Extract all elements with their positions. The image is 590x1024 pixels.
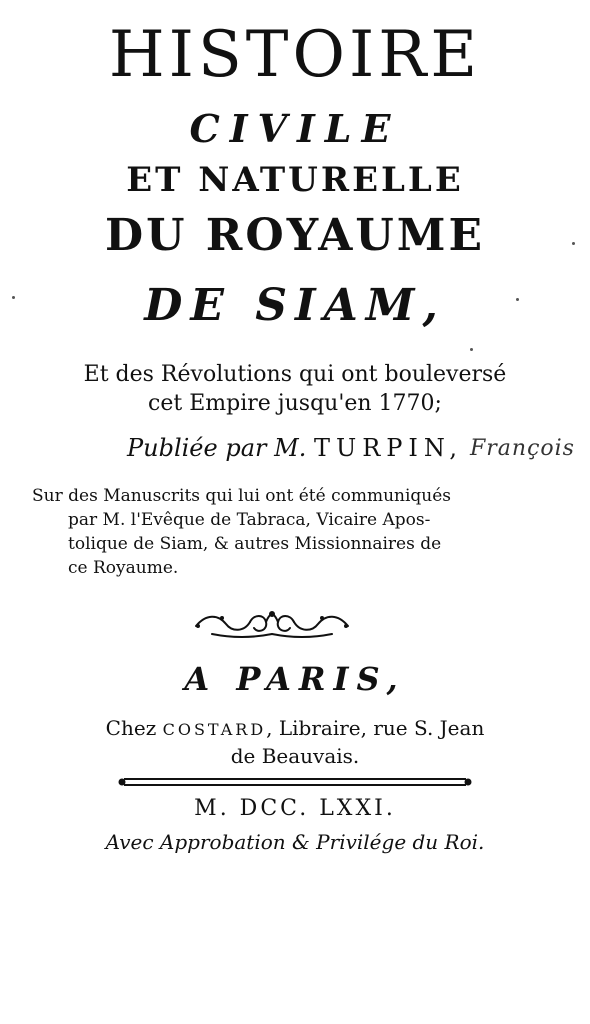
title-line-de-siam: DE SIAM,	[144, 280, 446, 331]
author-name: TURPIN,	[313, 434, 463, 462]
subtitle-line-1: Et des Révolutions qui ont bouleversé	[83, 362, 507, 387]
publisher-line	[0, 716, 590, 740]
printer-ornament	[192, 604, 352, 640]
royal-privilege: Avec Approbation & Privilége du Roi.	[105, 830, 485, 854]
sources-line-3: tolique de Siam, & autres Missionnaires de	[68, 534, 442, 554]
sources-line-2: par M. l'Evêque de Tabraca, Vicaire Apos-	[68, 510, 431, 530]
paper-speck	[572, 242, 575, 245]
subtitle-line-2: cet Empire jusqu'en 1770;	[148, 391, 442, 416]
paper-speck	[12, 296, 15, 299]
publisher-address: de Beauvais.	[230, 744, 360, 768]
title-line-et-naturelle: ET NATURELLE	[126, 160, 464, 200]
title-line-civile: CIVILE	[189, 106, 401, 151]
handwritten-annotation: François	[470, 436, 575, 461]
double-rule-divider	[118, 776, 472, 788]
title-line-histoire: HISTOIRE	[108, 18, 482, 92]
imprint-place: A PARIS,	[184, 660, 406, 698]
title-line-du-royaume: DU ROYAUME	[104, 210, 486, 261]
publisher-prefix: Chez	[105, 716, 157, 740]
publisher-suffix: , Libraire, rue S. Jean	[266, 716, 485, 740]
publication-year: M. DCC. LXXI.	[194, 796, 396, 821]
paper-speck	[470, 348, 473, 351]
paper-speck	[516, 298, 519, 301]
author-prefix: Publiée par M.	[126, 434, 307, 462]
sources-line-4: ce Royaume.	[68, 558, 179, 578]
sources-line-1: Sur des Manuscrits qui lui ont été communiqués	[32, 486, 452, 506]
publisher-name: COSTARD	[162, 720, 267, 739]
